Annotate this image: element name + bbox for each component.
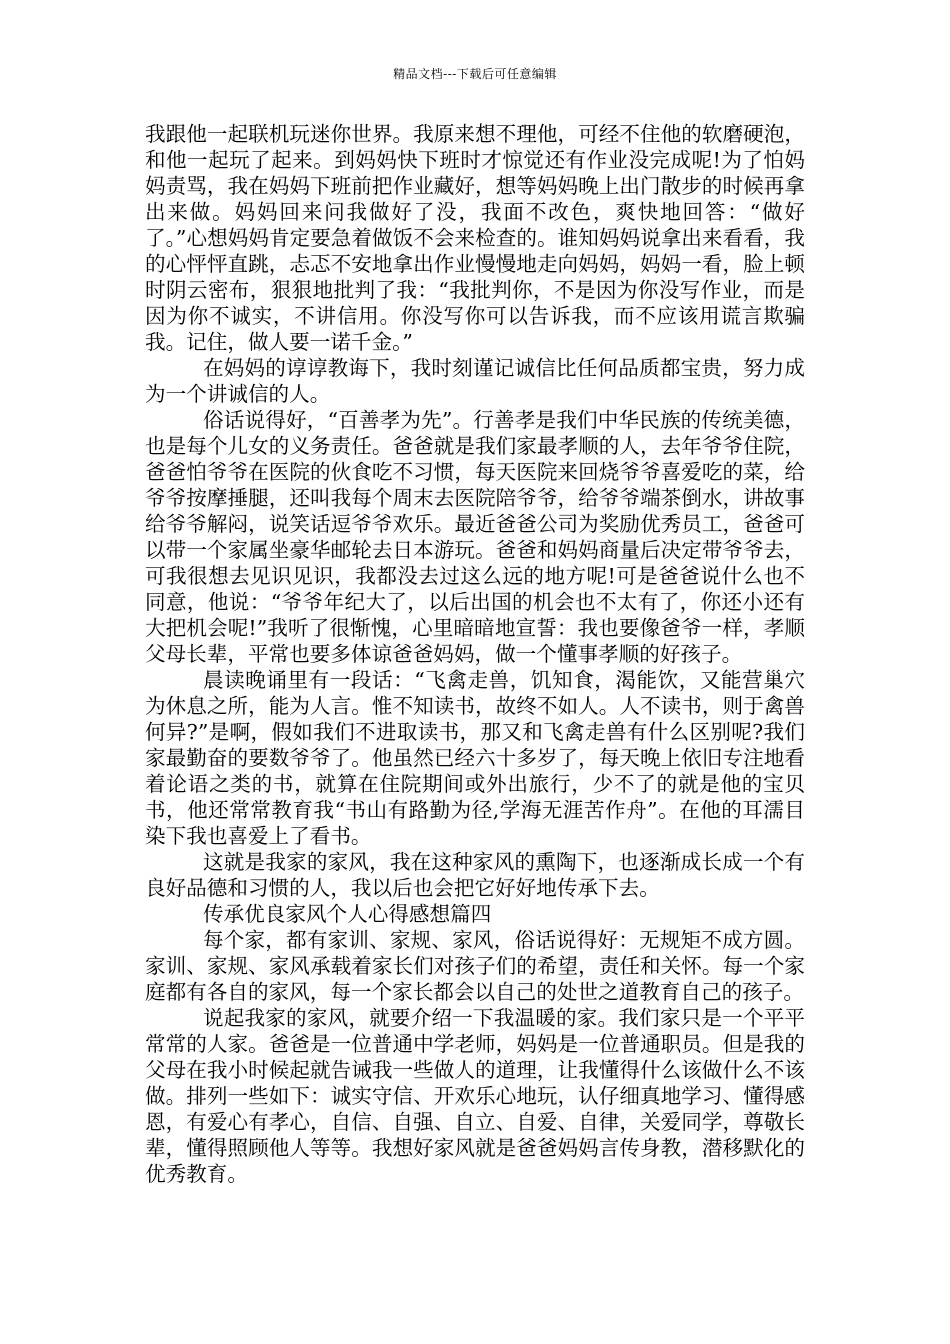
paragraph-6: 每个家，都有家训、家规、家风，俗话说得好：无规矩不成方圆。家训、家规、家风承载着家长们对孩子们的希望，责任和关怀。每一个家庭都有各自的家风，每一个家长都会以自己的处世之道教育自己的孩子。 [145, 928, 805, 1004]
paragraph-2: 在妈妈的谆谆教诲下，我时刻谨记诚信比任何品质都宝贵，努力成为一个讲诚信的人。 [145, 356, 805, 406]
document-body [145, 121, 805, 1187]
page-header: 精品文档---下载后可任意编辑 [393, 67, 557, 81]
paragraph-3: 俗话说得好，“百善孝为先”。行善孝是我们中华民族的传统美德，也是每个儿女的义务责任。爸爸就是我们家最孝顺的人，去年爷爷住院，爸爸怕爷爷在医院的伙食吃不习惯，每天医院来回烧爷爷喜爱吃的菜，给爷爷按摩捶腿，还叫我每个周末去医院陪爷爷，给爷爷端茶倒水，讲故事给爷爷解闷，说笑话逗爷爷欢乐。最近爸爸公司为奖励优秀员工，爸爸可以带一个家属坐豪华邮轮去日本游玩。爸爸和妈妈商量后决定带爷爷去，可我很想去见识见识，我都没去过这么远的地方呢!可是爸爸说什么也不同意，他说：“爷爷年纪大了，以后出国的机会也不太有了，你还小还有大把机会呢!”我听了很惭愧，心里暗暗地宣誓：我也要像爸爷一样，孝顺父母长辈，平常也要多体谅爸爸妈妈，做一个懂事孝顺的好孩子。 [145, 408, 805, 666]
paragraph-5: 这就是我家的家风，我在这种家风的熏陶下，也逐渐成长成一个有良好品德和习惯的人，我以后也会把它好好地传承下去。 [145, 850, 805, 900]
paragraph-4: 晨读晚诵里有一段话：“飞禽走兽，饥知食，渴能饮，又能营巢穴为休息之所，能为人言。惟不知读书，故终不如人。人不读书，则于禽兽何异?”是啊，假如我们不进取读书，那又和飞禽走兽有什么区别呢?我们家最勤奋的要数爷爷了。他虽然已经六十多岁了，每天晚上依旧专注地看着论语之类的书，就算在住院期间或外出旅行，少不了的就是他的宝贝书，他还常常教育我“书山有路勤为径,学海无涯苦作舟”。在他的耳濡目染下我也喜爱上了看书。 [145, 668, 805, 848]
paragraph-1: 我跟他一起联机玩迷你世界。我原来想不理他，可经不住他的软磨硬泡，和他一起玩了起来。到妈妈快下班时才惊觉还有作业没完成呢!为了怕妈妈责骂，我在妈妈下班前把作业藏好，想等妈妈晚上出门散步的时候再拿出来做。妈妈回来问我做好了没，我面不改色，爽快地回答：“做好了。”心想妈妈肯定要急着做饭不会来检查的。谁知妈妈说拿出来看看，我的心怦怦直跳，忐忑不安地拿出作业慢慢地走向妈妈，妈妈一看，脸上顿时阴云密布，狠狠地批判了我：“我批判你，不是因为你没写作业，而是因为你不诚实，不讲信用。你没写你可以告诉我，而不应该用谎言欺骗我。记住，做人要一诺千金。” [145, 122, 805, 354]
section-heading: 传承优良家风个人心得感想篇四 [203, 902, 492, 926]
paragraph-7: 说起我家的家风，就要介绍一下我温暖的家。我们家只是一个平平常常的人家。爸爸是一位普通中学老师，妈妈是一位普通职员。但是我的父母在我小时候起就告诫我一些做人的道理，让我懂得什么该做什么不该做。排列一些如下：诚实守信、开欢乐心地玩，认仔细真地学习、懂得感恩，有爱心有孝心，自信、自强、自立、自爱、自律，关爱同学，尊敬长辈，懂得照顾他人等等。我想好家风就是爸爸妈妈言传身教，潜移默化的优秀教育。 [145, 1006, 805, 1186]
